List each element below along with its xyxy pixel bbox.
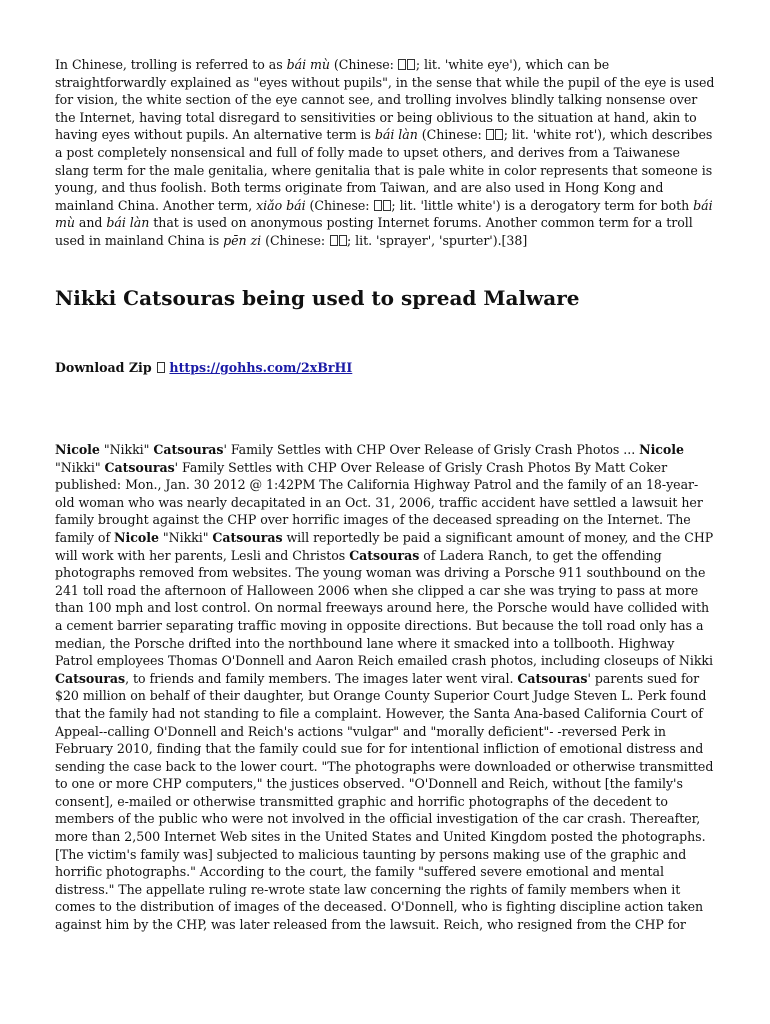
highlighted-keyword: Catsouras [517,670,588,686]
missing-glyph-icon [329,233,347,248]
download-line [55,359,352,376]
text-run: "Nikki" [158,529,213,545]
download-label: Download Zip [55,360,152,375]
highlighted-keyword: Nicole [55,442,100,457]
text-run: ; lit. 'white eye'), which can be straightforwardly explained as "eyes without pupils", in the sense that while the pupil of the eye is used for vision, the white section of the eye cannot see, and trolling involves blindly talking nonsense over the Internet, having total disregard to sensitivities or being oblivious to the situation at hand, akin to having eyes without pupils. An alternative term is [55,57,715,143]
text-run: (Chinese: [329,57,398,72]
text-run: ' parents sued for $20 million on behalf of their daughter, but Orange County Superior Court Judge Steven L. Perk found that the family had not standing to file a complaint. However, the Santa Ana-based California Court of Appeal--calling O'Donnell and Reich's actions "vulgar" and "morally deficient"- -reversed Perk in February 2010, finding that the family could sue for for intentional infliction of emotional distress and sending the case back to the lower court. "The photographs were downloaded or otherwise transmitted to one or more CHP computers," the justices observed. "O'Donnell and Reich, without [the family's consent], e-mailed or otherwise transmitted graphic and horrific photographs of the decedent to members of the public who were not involved in the official investigation of the car crash. Thereafter, more than 2,500 Internet Web sites in the United States and United Kingdom posted the photographs. [The victim's family was] subjected to malicious taunting by persons making use of the graphic and horrific photographs." According to the court, the family "suffered severe emotional and mental distress." The appellate ruling re-wrote state law concerning the rights of family members when it comes to the distribution of images of the deceased. O'Donnell, who is fighting discipline action taken against him by the CHP, was later released from the lawsuit. Reich, who resigned from the CHP for [55,670,714,933]
text-run: "Nikki" [99,442,154,457]
text-run: In Chinese, trolling is referred to as [55,57,287,72]
text-run: ' Family Settles with CHP Over Release of Grisly Crash Photos ... [223,442,640,457]
missing-glyph-icon [398,57,416,72]
romanized-term: xiǎo bái [256,197,306,213]
download-link[interactable]: https://gohhs.com/2xBrHI [169,360,353,375]
missing-glyph-icon [373,198,391,213]
text-run: ; lit. 'little white') is a derogatory term for both [391,197,694,213]
romanized-term: bái mù [55,197,713,231]
highlighted-keyword: Catsouras [104,459,175,475]
highlighted-keyword: Catsouras [212,529,283,545]
romanized-term: bái làn [374,127,418,143]
text-run: (Chinese: [417,127,486,143]
highlighted-keyword: Catsouras [153,442,224,457]
romanized-term: bái mù [286,57,330,72]
highlighted-keyword: Nicole [639,442,684,457]
intro-paragraph [55,56,715,250]
highlighted-keyword: Catsouras [349,547,420,563]
text-run: will reportedly be paid a significant amount of money, and the CHP will work with her parents, Lesli and Christos [55,529,714,563]
text-run: (Chinese: [261,232,330,248]
highlighted-keyword: Catsouras [55,670,126,686]
text-run: ; lit. 'sprayer', 'spurter').[38] [347,232,528,248]
romanized-term: pēn zi [223,232,262,248]
text-run: (Chinese: [305,197,374,213]
text-run: and [74,215,107,231]
article-paragraph [55,441,715,934]
highlighted-keyword: Nicole [114,529,159,545]
missing-glyph-icon [486,127,504,142]
text-run: , to friends and family members. The images later went viral. [125,670,518,686]
text-run: "Nikki" [55,459,105,475]
text-run: of Ladera Ranch, to get the offending photographs removed from websites. The young woman was driving a Porsche 911 southbound on the 241 toll road the afternoon of Halloween 2006 when she clipped a car she was trying to pass at more than 100 mph and lost control. On normal freeways around here, the Porsche would have collided with a cement barrier separating traffic moving in opposite directions. But because the toll road only has a median, the Porsche drifted into the northbound lane where it smacked into a tollbooth. Highway Patrol employees Thomas O'Donnell and Aaron Reich emailed crash photos, including closeups of Nikki [55,547,713,669]
missing-glyph-icon [157,362,165,373]
text-run: that is used on anonymous posting Internet forums. Another common term for a troll used in mainland China is [55,215,693,248]
page-title: Nikki Catsouras being used to spread Malware [55,286,580,310]
romanized-term: bái làn [106,215,150,231]
text-run: ; lit. 'white rot'), which describes a post completely nonsensical and full of folly made to upset others, and derives from a Taiwanese slang term for the male genitalia, where genitalia that is pale white in color represents that someone is young, and thus foolish. Both terms originate from Taiwan, and are also used in Hong Kong and mainland China. Another term, [55,127,713,213]
text-run: ' Family Settles with CHP Over Release of Grisly Crash Photos By Matt Coker published: Mon., Jan. 30 2012 @ 1:42PM The California Highway Patrol and the family of an 18-year-old woman who was nearly decapitated in an Oct. 31, 2006, traffic accident have settled a lawsuit her family brought against the CHP over horrific images of the deceased spreading on the Internet. The family of [55,459,703,545]
document-page [55,56,715,933]
